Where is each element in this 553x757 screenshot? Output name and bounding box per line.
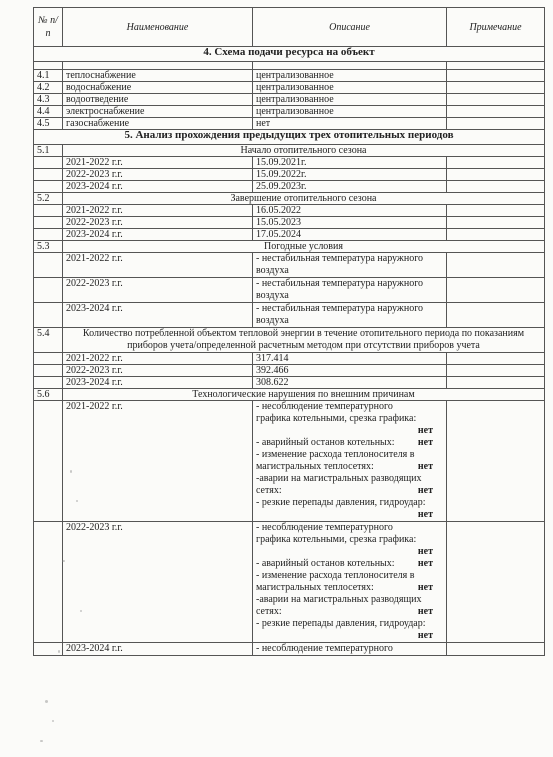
row-num: 4.2	[34, 82, 63, 94]
row-note	[447, 94, 545, 106]
row-desc: централизованное	[253, 106, 447, 118]
period: 2022-2023 г.г.	[63, 365, 253, 377]
period: 2021-2022 г.г.	[63, 205, 253, 217]
value: 17.05.2024	[253, 229, 447, 241]
table-row	[34, 82, 545, 94]
table-row	[34, 181, 545, 193]
subsection-row	[34, 193, 545, 205]
violations-desc: - несоблюдение температурного	[253, 643, 447, 656]
subsection-num: 5.6	[34, 389, 63, 401]
table-row	[34, 401, 545, 522]
subsection-num: 5.2	[34, 193, 63, 205]
section-title: 4. Схема подачи ресурса на объект	[34, 47, 545, 62]
table-row	[34, 303, 545, 328]
period: 2023-2024 г.г.	[63, 229, 253, 241]
value: 16.05.2022	[253, 205, 447, 217]
header-note: Примечание	[447, 8, 545, 47]
table-row	[34, 365, 545, 377]
period: 2023-2024 г.г.	[63, 303, 253, 328]
table-row	[34, 94, 545, 106]
value: 15.09.2021г.	[253, 157, 447, 169]
weather-desc: - нестабильная температура наружного воздуха	[253, 278, 447, 303]
subsection-row	[34, 145, 545, 157]
table-row	[34, 643, 545, 656]
period: 2022-2023 г.г.	[63, 278, 253, 303]
resource-table	[33, 7, 545, 656]
table-row	[34, 353, 545, 365]
header-name: Наименование	[63, 8, 253, 47]
period: 2023-2024 г.г.	[63, 181, 253, 193]
row-name: водоснабжение	[63, 82, 253, 94]
table-row	[34, 157, 545, 169]
table-row	[34, 229, 545, 241]
table-header	[34, 8, 545, 47]
table-row	[34, 278, 545, 303]
period: 2022-2023 г.г.	[63, 217, 253, 229]
weather-desc: - нестабильная температура наружного воздуха	[253, 303, 447, 328]
period: 2023-2024 г.г.	[63, 643, 253, 656]
row-note	[447, 70, 545, 82]
header-num: № п/п	[34, 8, 63, 47]
subsection-row	[34, 328, 545, 353]
period: 2021-2022 г.г.	[63, 157, 253, 169]
subsection-num: 5.4	[34, 328, 63, 353]
period: 2022-2023 г.г.	[63, 169, 253, 181]
table-row	[34, 106, 545, 118]
section-title: 5. Анализ прохождения предыдущих трех отопительных периодов	[34, 130, 545, 145]
row-name: газоснабжение	[63, 118, 253, 130]
row-num: 4.5	[34, 118, 63, 130]
period: 2023-2024 г.г.	[63, 377, 253, 389]
row-name: теплоснабжение	[63, 70, 253, 82]
period: 2022-2023 г.г.	[63, 522, 253, 643]
value: 308.622	[253, 377, 447, 389]
table-row	[34, 205, 545, 217]
table-row	[34, 253, 545, 278]
table-row	[34, 118, 545, 130]
row-desc: централизованное	[253, 94, 447, 106]
blank-row	[34, 62, 545, 70]
row-desc: централизованное	[253, 82, 447, 94]
subsection-row	[34, 389, 545, 401]
period: 2021-2022 г.г.	[63, 353, 253, 365]
table-row	[34, 70, 545, 82]
subsection-num: 5.1	[34, 145, 63, 157]
subsection-row	[34, 241, 545, 253]
row-name: электроснабжение	[63, 106, 253, 118]
violations-desc: - несоблюдение температурного графика котельными, срезка графика: нет - аварийный останов котельных: нет - изменение расхода теплоносителя в магистральных теплосетях: нет -аварии на магистральных разводящих сетях: нет - резкие перепады давления, гидроудар: нет	[253, 401, 447, 522]
document-page	[33, 7, 544, 656]
section-5-title-row	[34, 130, 545, 145]
section-4-title-row	[34, 47, 545, 62]
subsection-num: 5.3	[34, 241, 63, 253]
weather-desc: - нестабильная температура наружного воздуха	[253, 253, 447, 278]
row-desc: нет	[253, 118, 447, 130]
subsection-title: Начало отопительного сезона	[63, 145, 545, 157]
value: 25.09.2023г.	[253, 181, 447, 193]
period: 2021-2022 г.г.	[63, 253, 253, 278]
table-row	[34, 522, 545, 643]
row-desc: централизованное	[253, 70, 447, 82]
value: 317.414	[253, 353, 447, 365]
value: 15.05.2023	[253, 217, 447, 229]
value: 15.09.2022г.	[253, 169, 447, 181]
row-note	[447, 106, 545, 118]
table-row	[34, 377, 545, 389]
row-name: водоотведение	[63, 94, 253, 106]
row-num: 4.1	[34, 70, 63, 82]
subsection-title: Технологические нарушения по внешним причинам	[63, 389, 545, 401]
subsection-title: Погодные условия	[63, 241, 545, 253]
subsection-title: Завершение отопительного сезона	[63, 193, 545, 205]
header-desc: Описание	[253, 8, 447, 47]
table-row	[34, 169, 545, 181]
row-note	[447, 118, 545, 130]
row-num: 4.3	[34, 94, 63, 106]
subsection-title: Количество потребленной объектом тепловой энергии в течение отопительного периода по показаниям приборов учета/определенной расчетным методом при отсутствии приборов учета	[63, 328, 545, 353]
violations-desc: - несоблюдение температурного графика котельными, срезка графика: нет - аварийный останов котельных: нет - изменение расхода теплоносителя в магистральных теплосетях: нет -аварии на магистральных разводящих сетях: нет - резкие перепады давления, гидроудар: нет	[253, 522, 447, 643]
period: 2021-2022 г.г.	[63, 401, 253, 522]
row-num: 4.4	[34, 106, 63, 118]
value: 392.466	[253, 365, 447, 377]
row-note	[447, 82, 545, 94]
table-row	[34, 217, 545, 229]
